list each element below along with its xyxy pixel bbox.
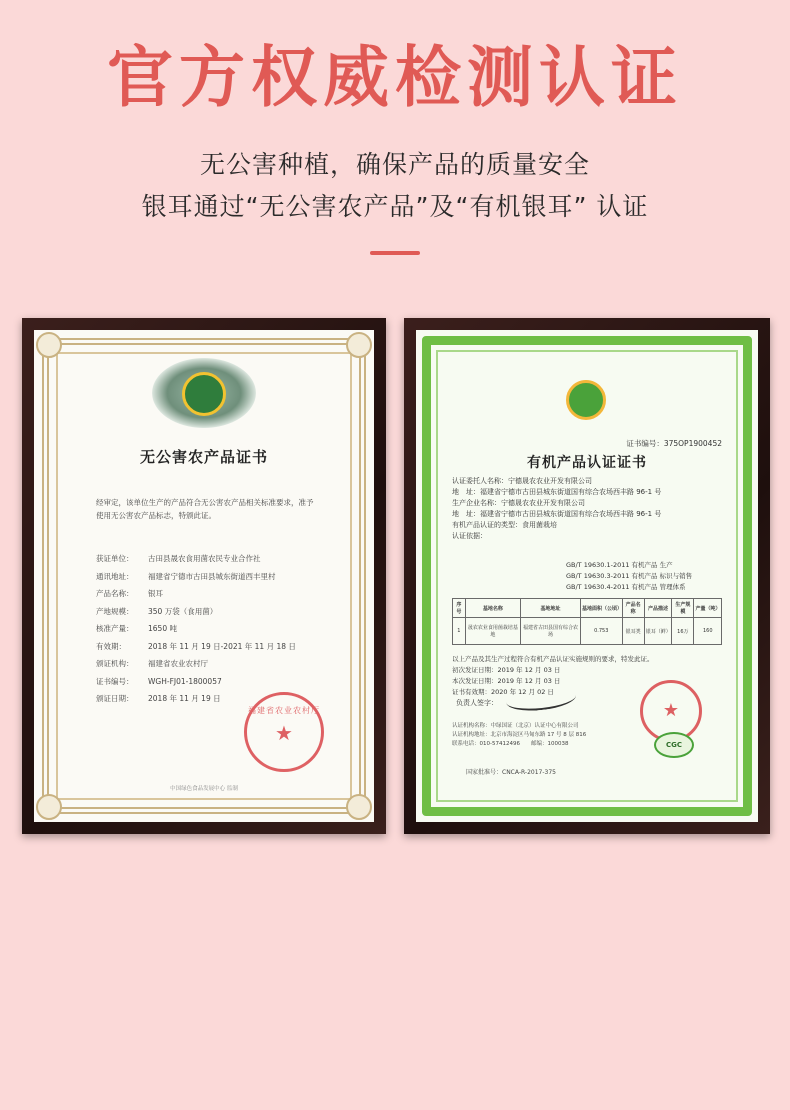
certificate-title: 无公害农产品证书	[139, 448, 268, 466]
certificate-number: 证书编号：375OP1900452	[626, 439, 722, 448]
certificate-title: 有机产品认证证书	[527, 455, 647, 471]
certificate-frame-right	[404, 318, 770, 834]
certificate-fields: 认证委托人名称：宁德晟农农业开发有限公司 地 址：福建省宁德市古田县城东街道国有综合农场西丰路 96-1 号 生产企业名称：宁德晟农农业开发有限公司 地 址：福建省宁德市古田县城东街道国有综合农场西丰路 96-1 号 有机产品认证的类型：食用菌栽培 认证依据：	[452, 477, 662, 540]
detail-row: 有效期： 2018 年 11 月 19 日-2021 年 11 月 18 日	[96, 641, 296, 651]
subtitle-line-1: 无公害种植，确保产品的质量安全	[199, 150, 590, 179]
detail-row: 证书编号： WGH-FJ01-1800057	[96, 676, 222, 686]
certificate-paper-left	[34, 330, 374, 822]
detail-row: 产地规模： 350 万袋（食用菌）	[96, 606, 218, 616]
certificate-frame-left	[22, 318, 386, 834]
corner-ornament	[346, 332, 372, 358]
emblem-core-icon	[182, 372, 226, 416]
subtitle-line-2: 银耳通过“无公害农产品”及“有机银耳” 认证	[141, 192, 649, 221]
corner-ornament	[346, 794, 372, 820]
star-icon: ★	[275, 721, 293, 745]
organic-product-logo-icon	[566, 380, 606, 420]
page-headline: 官方权威检测认证	[107, 39, 683, 116]
table-header-row: 序号 基地名称 基地地址 基地面积（公顷） 产品名称 产品描述 生产规模 产量（吨）	[453, 599, 722, 618]
certificate-paper-right	[416, 330, 758, 822]
title-divider	[370, 251, 420, 255]
star-icon: ★	[662, 700, 680, 721]
certificate-detail-list	[96, 550, 336, 708]
corner-ornament	[36, 794, 62, 820]
certificate-body: 经审定，该单位生产的产品符合无公害农产品相关标准要求，准予使用无公害农产品标志，特颁此证。	[96, 498, 314, 520]
detail-row: 通讯地址： 福建省宁德市古田县城东街道西丰里村	[96, 571, 276, 581]
base-info-table	[452, 598, 722, 645]
detail-row: 核准产量： 1650 吨	[96, 624, 177, 633]
signature-label: 负责人签字：	[456, 699, 498, 707]
certification-standards: GB/T 19630.1-2011 有机产品 生产 GB/T 19630.3-2011 有机产品 标识与销售 GB/T 19630.4-2011 有机产品 管理体系	[566, 561, 693, 591]
detail-row: 颁证日期： 2018 年 11 月 19 日	[96, 694, 221, 703]
corner-ornament	[36, 332, 62, 358]
accreditation-number: 国家批准号：CNCA-R-2017-375	[466, 769, 556, 776]
official-seal: 福建省农业农村厅 ★	[244, 692, 324, 772]
detail-row: 获证单位： 古田县晟农食用菌农民专业合作社	[96, 554, 261, 563]
certificate-footer: 中国绿色食品发展中心 监制	[170, 786, 238, 792]
cgc-logo: CGC	[654, 732, 694, 758]
certificate-dates: 以上产品及其生产过程符合有机产品认证实施规则的要求，特发此证。 初次发证日期：2019 年 12 月 03 日 本次发证日期：2019 年 12 月 03 日 证书有效期：2020 年 12 月 02 日	[452, 655, 654, 696]
detail-row: 颁证机构： 福建省农业农村厅	[96, 659, 208, 668]
table-row: 1 晟农农业食用菌栽培基地 福建省古田县国有综合农场 0.753 银耳类 银耳（鲜） 16万 160	[453, 618, 722, 645]
certification-body-info: 认证机构名称：中绿国证（北京）认证中心有限公司 认证机构地址：北京市海淀区马甸东路 17 号 8 层 816 联系电话：010-57412496 邮编：100038	[452, 723, 587, 747]
detail-row: 产品名称： 银耳	[96, 589, 163, 598]
